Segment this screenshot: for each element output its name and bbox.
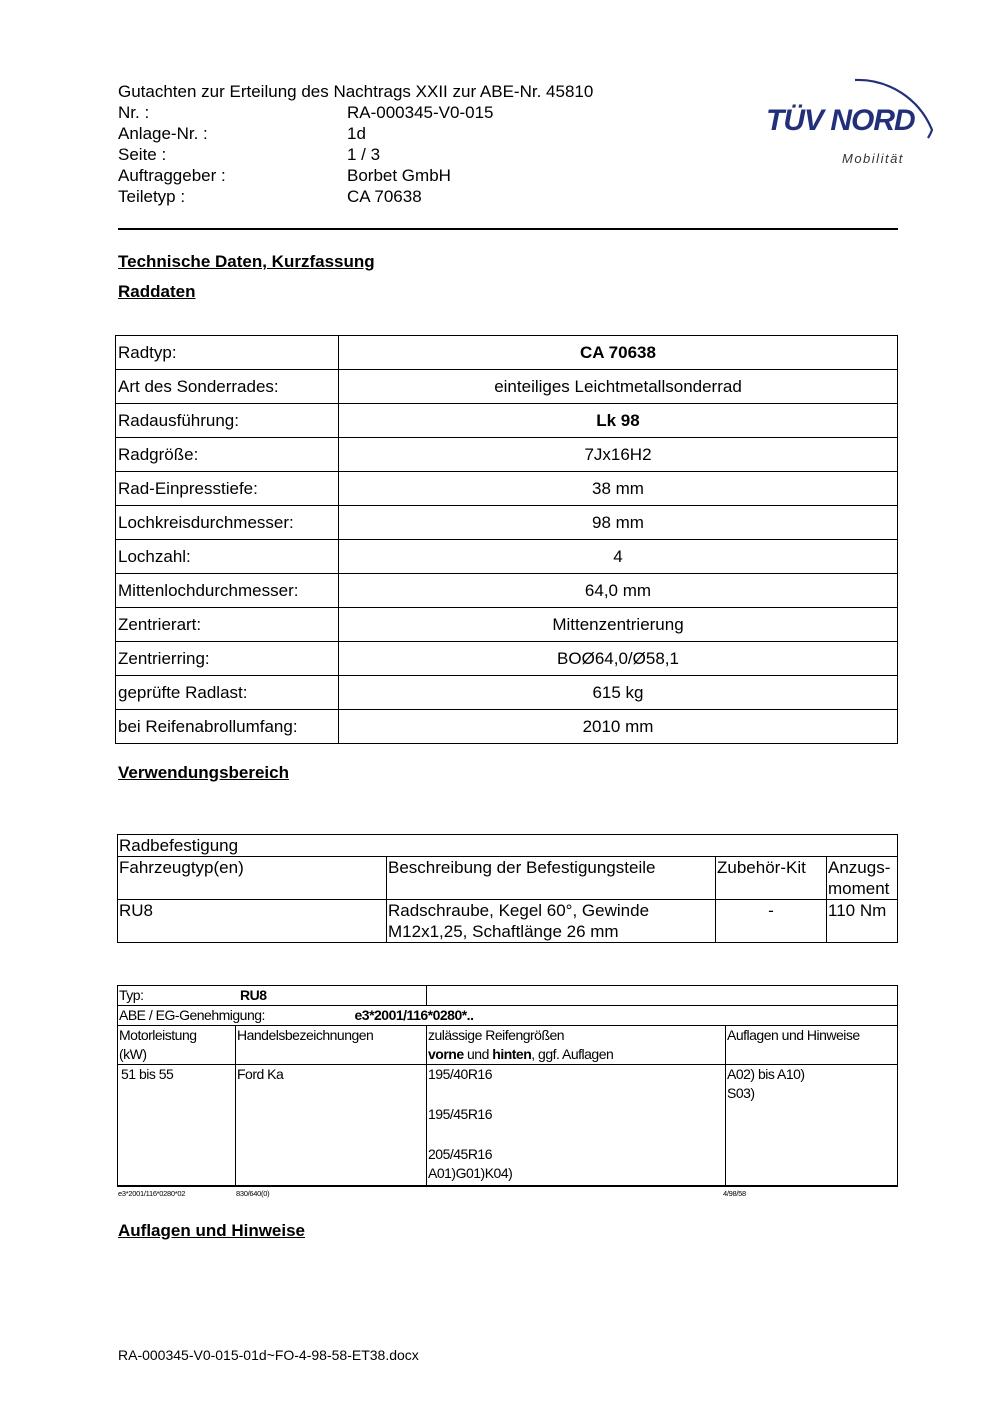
table-cell-value: Mittenzentrierung xyxy=(339,608,898,642)
header-label: Teiletyp : xyxy=(118,187,186,206)
column-header: Beschreibung der Befestigungsteile xyxy=(387,857,716,900)
table-cell-label: Lochkreisdurchmesser: xyxy=(116,506,339,540)
header-value: CA 70638 xyxy=(347,187,422,206)
column-header: Handelsbezeichnungen xyxy=(236,1026,427,1065)
header-row-seite xyxy=(118,144,593,165)
column-header xyxy=(827,857,898,900)
header-emphasis: vorne xyxy=(428,1046,464,1062)
document-footer: RA-000345-V0-015-01d~FO-4-98-58-ET38.docx xyxy=(118,1347,419,1363)
header-value: Borbet GmbH xyxy=(347,166,451,185)
table-cell: 110 Nm xyxy=(827,900,898,943)
tuv-nord-logo xyxy=(760,58,940,173)
header-label: Seite : xyxy=(118,145,167,164)
table-row xyxy=(116,370,898,404)
header-text: und xyxy=(463,1046,493,1062)
tyre-codes: A01)G01)K04) xyxy=(428,1165,513,1181)
column-header: Auflagen und Hinweise xyxy=(726,1026,898,1065)
table-cell-value: 98 mm xyxy=(339,506,898,540)
table-header-row xyxy=(118,1026,898,1065)
header-label: Nr. : xyxy=(118,103,150,122)
handel-cell: Ford Ka xyxy=(236,1065,427,1187)
table-cell-value: einteiliges Leichtmetallsonderrad xyxy=(339,370,898,404)
tyre-size: 205/45R16 xyxy=(428,1146,493,1162)
table-cell-label: bei Reifenabrollumfang: xyxy=(116,710,339,744)
table-title-cell: Radbefestigung xyxy=(118,835,898,857)
description-line: M12x1,25, Schaftlänge 26 mm xyxy=(388,922,619,941)
column-header-line: moment xyxy=(828,879,890,898)
logo-wordmark: TÜV NORD xyxy=(766,104,915,137)
header-value: RA-000345-V0-015 xyxy=(347,103,494,122)
typ-label: Typ: xyxy=(118,986,427,1006)
table-row xyxy=(116,710,898,744)
table-row xyxy=(118,1065,898,1187)
table-row xyxy=(116,438,898,472)
table-cell-value: 7Jx16H2 xyxy=(339,438,898,472)
motor-cell: 51 bis 55 xyxy=(118,1065,236,1187)
table-row xyxy=(116,404,898,438)
header-value: 1 / 3 xyxy=(347,145,381,164)
table-cell-label: Radausführung: xyxy=(116,404,339,438)
header-title: Gutachten zur Erteilung des Nachtrags XXII zur ABE-Nr. 45810 xyxy=(118,82,594,101)
column-header xyxy=(427,1026,726,1065)
table-cell: RU8 xyxy=(118,900,387,943)
header-row-teiletyp xyxy=(118,186,593,207)
table-row xyxy=(116,540,898,574)
table-cell-value: 615 kg xyxy=(339,676,898,710)
header-emphasis: hinten xyxy=(492,1046,532,1062)
table-cell-label: Lochzahl: xyxy=(116,540,339,574)
table-row xyxy=(116,472,898,506)
table-row xyxy=(118,986,898,1006)
column-header: Fahrzeugtyp(en) xyxy=(118,857,387,900)
tyre-size: 195/40R16 xyxy=(428,1066,493,1082)
table-header-row xyxy=(118,857,898,900)
section-heading-auflagen: Auflagen und Hinweise xyxy=(118,1221,306,1240)
table-row xyxy=(116,336,898,370)
document-header xyxy=(118,81,593,207)
section-heading-raddaten: Raddaten xyxy=(118,282,196,301)
column-header-line: Motorleistung xyxy=(119,1027,197,1043)
table-row xyxy=(118,900,898,943)
header-label: Anlage-Nr. : xyxy=(118,124,208,143)
typ-value xyxy=(240,986,898,1006)
description-line: Radschraube, Kegel 60°, Gewinde xyxy=(388,901,650,920)
table-cell-value: 64,0 mm xyxy=(339,574,898,608)
abe-value: e3*2001/116*0280*.. xyxy=(354,1007,474,1023)
table-cell-label: Rad-Einpresstiefe: xyxy=(116,472,339,506)
table-row xyxy=(116,574,898,608)
column-header xyxy=(118,1026,236,1065)
vehicle-footnote: e3*2001/116*0280*02 xyxy=(118,1189,186,1198)
header-row-nr xyxy=(118,102,593,123)
header-row-anlage xyxy=(118,123,593,144)
tyre-cell xyxy=(427,1065,726,1187)
section-heading-tech: Technische Daten, Kurzfassung xyxy=(118,252,375,271)
table-row xyxy=(116,608,898,642)
table-cell-label: Zentrierart: xyxy=(116,608,339,642)
table-cell-value: Lk 98 xyxy=(339,404,898,438)
table-row xyxy=(116,506,898,540)
table-cell-value: 4 xyxy=(339,540,898,574)
header-text: , ggf. Auflagen xyxy=(531,1046,614,1062)
table-cell-value: 38 mm xyxy=(339,472,898,506)
table-cell-label: Mittenlochdurchmesser: xyxy=(116,574,339,608)
table-cell-label: geprüfte Radlast: xyxy=(116,676,339,710)
vehicle-footnote: 4/98/58 xyxy=(723,1189,746,1198)
typ-value-text: RU8 xyxy=(240,987,267,1003)
radbefestigung-table xyxy=(117,834,898,943)
table-cell-label: Zentrierring: xyxy=(116,642,339,676)
header-divider xyxy=(118,228,898,230)
logo-subtitle: Mobilität xyxy=(842,151,904,166)
abe-label: ABE / EG-Genehmigung: xyxy=(119,1007,265,1023)
raddaten-table xyxy=(115,335,898,744)
table-cell: - xyxy=(716,900,827,943)
auflagen-line: A02) bis A10) xyxy=(727,1066,805,1082)
auflagen-cell xyxy=(726,1065,898,1187)
table-cell-label: Radtyp: xyxy=(116,336,339,370)
table-cell xyxy=(387,900,716,943)
column-header-line: (kW) xyxy=(119,1046,147,1062)
section-heading-verwendung: Verwendungsbereich xyxy=(118,763,289,782)
header-label: Auftraggeber : xyxy=(118,166,226,185)
table-cell-label: Art des Sonderrades: xyxy=(116,370,339,404)
table-row xyxy=(118,835,898,857)
table-cell-label: Radgröße: xyxy=(116,438,339,472)
auflagen-line: S03) xyxy=(727,1085,755,1101)
abe-row xyxy=(118,1006,898,1026)
column-header: Zubehör-Kit xyxy=(716,857,827,900)
tyre-size: 195/45R16 xyxy=(428,1106,493,1122)
vehicle-table xyxy=(117,985,898,1187)
table-row xyxy=(116,676,898,710)
column-header-line: zulässige Reifengrößen xyxy=(428,1027,565,1043)
header-value: 1d xyxy=(347,124,366,143)
table-cell-value: CA 70638 xyxy=(339,336,898,370)
table-row xyxy=(116,642,898,676)
table-cell-value: 2010 mm xyxy=(339,710,898,744)
header-row-auftraggeber xyxy=(118,165,593,186)
table-cell-value: BOØ64,0/Ø58,1 xyxy=(339,642,898,676)
column-header-line: Anzugs- xyxy=(828,858,891,877)
vehicle-footnote: 830/640(0) xyxy=(236,1189,270,1198)
table-row xyxy=(118,1006,898,1026)
